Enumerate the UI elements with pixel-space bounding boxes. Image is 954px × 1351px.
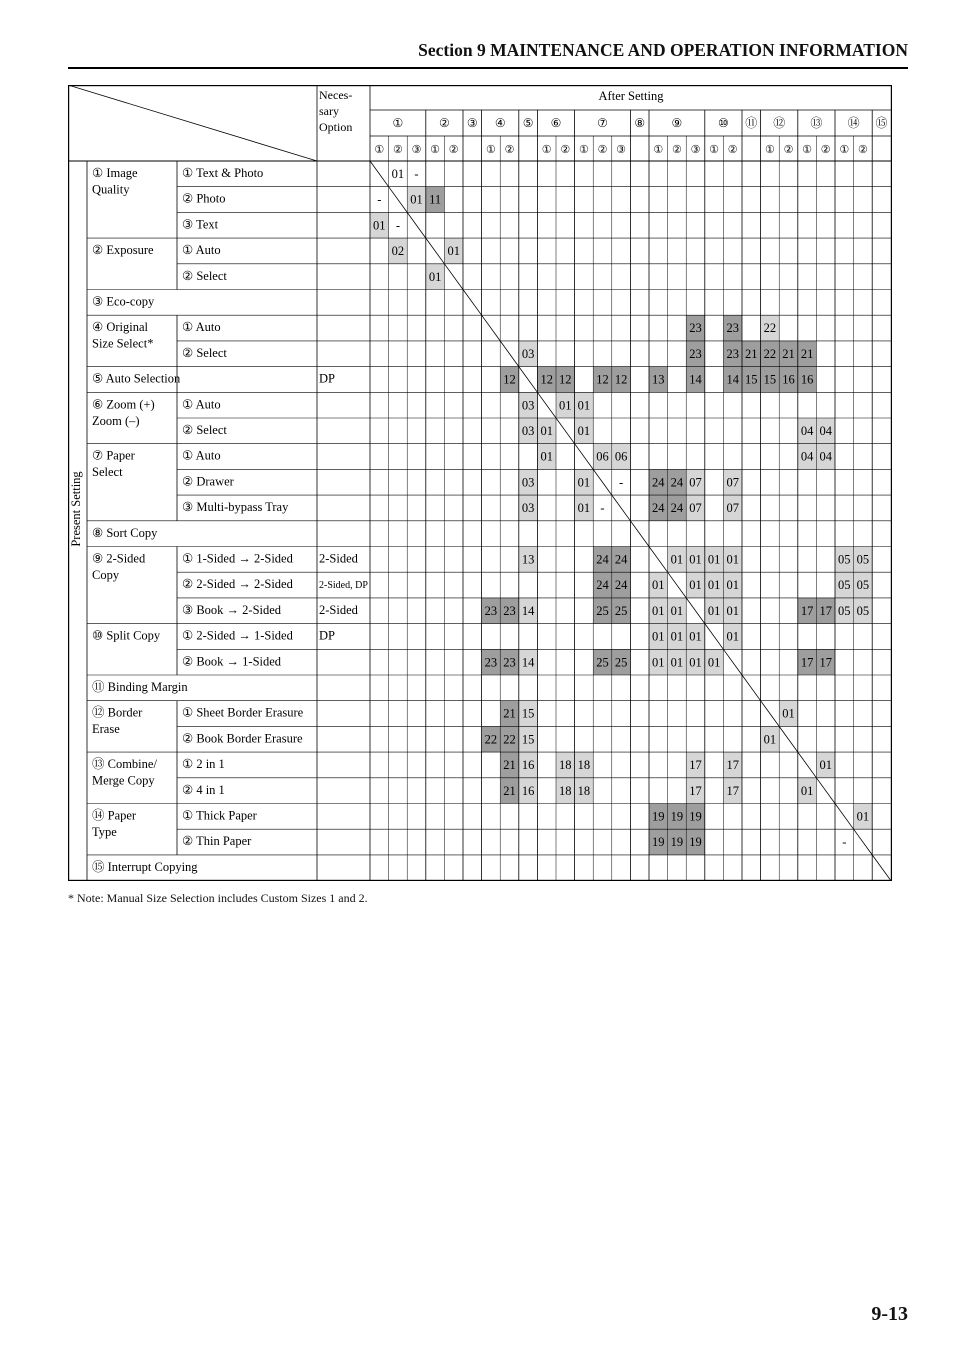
diagonal-mark <box>444 264 463 290</box>
after-setting-sub-label: ① <box>802 144 813 156</box>
row-sub-label: ② Select <box>182 423 227 437</box>
cell-value: 22 <box>503 732 516 747</box>
cell-value: 03 <box>521 346 535 361</box>
cell-value: 14 <box>726 372 739 387</box>
after-setting-sub-label: ① <box>764 144 775 156</box>
cell-value: - <box>619 475 624 490</box>
cell-value: 15 <box>521 732 535 747</box>
cell-value: 19 <box>689 809 702 824</box>
cell-value: 01 <box>540 449 553 464</box>
after-setting-sub-label: ① <box>653 144 664 156</box>
row-group-label: Quality <box>92 182 130 197</box>
after-setting-sub-label: ② <box>727 144 738 156</box>
diagonal-mark <box>630 521 649 547</box>
cell-value: 01 <box>652 629 665 644</box>
cell-value: 07 <box>689 475 702 490</box>
row-sub-label: ② Select <box>182 345 227 360</box>
after-setting-sub-label: ② <box>560 144 571 156</box>
cell-value: 01 <box>819 758 832 773</box>
cell-value: 01 <box>689 552 702 567</box>
after-setting-sub-label: ③ <box>411 144 422 156</box>
cell-value: 07 <box>726 501 739 516</box>
cell-value: 04 <box>819 449 832 464</box>
cell-value: 04 <box>800 424 814 438</box>
row-group-label: ⑮ Interrupt Copying <box>92 859 198 874</box>
row-group-label: Zoom (–) <box>92 413 140 428</box>
after-setting-group-label: ⑩ <box>718 116 729 130</box>
cell-value: 16 <box>521 783 535 798</box>
cell-value: 12 <box>540 372 553 387</box>
after-setting-group-label: ⑧ <box>634 116 646 130</box>
cell-value: 01 <box>577 475 591 490</box>
diagonal-mark <box>686 598 705 624</box>
cell-value: 07 <box>726 475 739 490</box>
diagonal-mark <box>593 469 612 495</box>
diagonal-mark <box>407 212 426 238</box>
cell-value: 15 <box>763 372 777 387</box>
cell-value: 16 <box>800 372 814 387</box>
cell-value: 14 <box>521 655 535 670</box>
corner-diagonal <box>68 85 317 161</box>
after-setting-sub-label: ② <box>597 144 608 156</box>
row-group-label: ⑦ Paper <box>92 448 135 463</box>
row-group-label: ③ Eco-copy <box>92 294 155 309</box>
cell-value: 23 <box>689 346 702 361</box>
cell-value: 01 <box>782 706 795 721</box>
cell-value: 03 <box>521 501 535 516</box>
row-group-label: ⑥ Zoom (+) <box>92 397 155 412</box>
after-setting-group-label: ⑪ <box>745 116 758 130</box>
cell-value: 19 <box>670 809 684 824</box>
row-group-label: ⑤ Auto Selection <box>92 371 181 386</box>
row-group-label: ② Exposure <box>92 243 154 258</box>
cell-value: 03 <box>521 475 535 490</box>
cell-value: 01 <box>763 732 777 747</box>
row-option-value: 2-Sided <box>319 602 358 617</box>
cell-value: - <box>414 167 419 181</box>
cell-value: 01 <box>577 398 591 413</box>
cell-value: 03 <box>521 424 535 438</box>
cell-value: 19 <box>652 835 665 850</box>
cell-value: 01 <box>670 552 684 567</box>
cell-value: 25 <box>614 655 628 670</box>
cell-value: 18 <box>577 783 591 798</box>
row-sub-label: ① 1-Sided → 2-Sided <box>182 551 293 566</box>
row-group-label: Erase <box>92 722 120 737</box>
cell-value: 01 <box>577 501 591 516</box>
cell-value: 17 <box>819 655 832 670</box>
after-setting-sub-label: ② <box>671 144 682 156</box>
cell-value: 01 <box>726 603 739 618</box>
diagonal-mark <box>779 726 798 752</box>
cell-value: 17 <box>689 783 702 798</box>
page-number: 9-13 <box>871 1303 908 1325</box>
diagonal-mark <box>575 444 594 470</box>
cell-value: 12 <box>614 372 628 387</box>
after-setting-group-label: ① <box>392 116 404 130</box>
cell-value: 22 <box>484 732 498 747</box>
diagonal-mark <box>835 804 854 830</box>
after-setting-sub-label: ② <box>857 144 868 156</box>
row-sub-label: ② Photo <box>182 191 226 206</box>
row-option-value: DP <box>319 628 335 643</box>
cell-value: 04 <box>800 449 814 464</box>
cell-value: 15 <box>521 706 535 721</box>
row-group-label: ⑨ 2-Sided <box>92 551 146 566</box>
diagonal-mark <box>389 187 408 213</box>
row-option-value: DP <box>319 371 335 386</box>
cell-value: 24 <box>614 552 628 567</box>
after-setting-sub-label: ① <box>709 144 720 156</box>
row-sub-label: ② 4 in 1 <box>182 782 225 797</box>
row-option-value: 2-Sided, DP <box>319 580 368 592</box>
cell-value: 21 <box>503 758 516 773</box>
row-group-label: ① Image <box>92 166 138 180</box>
row-sub-label: ① Auto <box>182 397 221 412</box>
row-sub-label: ① Auto <box>182 243 221 258</box>
necessary-option-label: Option <box>319 120 353 134</box>
row-group-label: ④ Original <box>92 320 148 335</box>
row-sub-label: ① 2-Sided → 1-Sided <box>182 628 293 643</box>
cell-value: 17 <box>800 603 814 618</box>
row-group-label: ⑫ Border <box>92 705 143 720</box>
cell-value: 18 <box>559 783 572 798</box>
compatibility-table <box>68 85 892 881</box>
diagonal-mark <box>537 392 556 418</box>
cell-value: 22 <box>763 346 777 361</box>
cell-value: 21 <box>782 346 795 361</box>
cell-value: 01 <box>540 424 553 438</box>
cell-value: 01 <box>652 603 665 618</box>
row-group-label: Select <box>92 465 123 480</box>
cell-value: - <box>395 218 400 233</box>
after-setting-sub-label: ② <box>783 144 794 156</box>
after-setting-group-label: ④ <box>494 116 506 130</box>
cell-value: 12 <box>596 372 609 387</box>
cell-value: 15 <box>745 372 758 387</box>
cell-value: 24 <box>652 501 665 516</box>
row-option-value: 2-Sided <box>319 551 358 566</box>
cell-value: 19 <box>689 835 702 850</box>
present-setting-label: Present Setting <box>69 471 83 547</box>
cell-value: - <box>842 835 847 850</box>
row-sub-label: ① Auto <box>182 448 221 463</box>
cell-value: 01 <box>707 603 721 618</box>
diagonal-mark <box>426 238 445 264</box>
after-setting-sub-label: ① <box>578 144 589 156</box>
cell-value: 23 <box>689 321 702 336</box>
diagonal-mark <box>742 675 761 701</box>
cell-value: 21 <box>800 346 814 361</box>
cell-value: 01 <box>670 603 684 618</box>
cell-value: 24 <box>652 475 665 490</box>
after-setting-sub-label: ① <box>485 144 496 156</box>
cell-value: 14 <box>521 603 535 618</box>
after-setting-sub-label: ① <box>374 144 385 156</box>
cell-value: 11 <box>429 192 442 207</box>
diagonal-mark <box>761 701 780 727</box>
row-sub-label: ② Select <box>182 268 227 283</box>
cell-value: 13 <box>521 552 535 567</box>
after-setting-group-label: ⑦ <box>597 116 608 130</box>
after-setting-sub-label: ② <box>448 144 459 156</box>
cell-value: 01 <box>391 167 405 181</box>
cell-value: 01 <box>689 655 702 670</box>
cell-value: 16 <box>782 372 795 387</box>
row-sub-label: ① Thick Paper <box>182 808 257 823</box>
diagonal-mark <box>705 624 724 650</box>
row-sub-label: ② Book Border Erasure <box>182 731 303 746</box>
diagonal-mark <box>482 315 501 341</box>
cell-value: 17 <box>689 758 702 773</box>
cell-value: 02 <box>391 244 405 259</box>
cell-value: 23 <box>726 321 739 336</box>
cell-value: 18 <box>577 758 591 773</box>
cell-value: 01 <box>707 552 721 567</box>
cell-value: 18 <box>559 758 572 773</box>
cell-value: 01 <box>577 424 591 438</box>
row-group-label: ⑬ Combine/ <box>92 757 157 772</box>
diagonal-mark <box>668 572 687 598</box>
row-group-label: ⑧ Sort Copy <box>92 525 158 540</box>
diagonal-mark <box>463 290 482 316</box>
cell-value: 01 <box>428 269 442 284</box>
cell-value: 24 <box>596 578 609 593</box>
cell-value: - <box>600 501 605 516</box>
cell-value: 21 <box>745 346 758 361</box>
diagonal-mark <box>500 341 519 367</box>
after-setting-group-label: ⑫ <box>773 116 786 130</box>
cell-value: 01 <box>707 655 721 670</box>
cell-value: 17 <box>726 783 739 798</box>
cell-value: 06 <box>614 449 628 464</box>
row-sub-label: ② Drawer <box>182 474 234 489</box>
after-setting-group-label: ⑨ <box>671 116 683 130</box>
cell-value: 19 <box>670 835 684 850</box>
diagonal-mark <box>612 495 631 521</box>
cell-value: 01 <box>689 578 702 593</box>
after-setting-label: After Setting <box>598 89 664 103</box>
row-sub-label: ① Sheet Border Erasure <box>182 705 304 720</box>
cell-value: 24 <box>596 552 609 567</box>
cell-value: 01 <box>373 218 386 233</box>
cell-value: 01 <box>652 655 665 670</box>
after-setting-sub-label: ① <box>541 144 552 156</box>
cell-value: 01 <box>689 629 702 644</box>
row-group-label: Merge Copy <box>92 773 155 788</box>
row-sub-label: ② 2-Sided → 2-Sided <box>182 577 293 592</box>
cell-value: 05 <box>838 603 851 618</box>
cell-value: 04 <box>819 424 832 438</box>
row-group-label: Copy <box>92 568 120 582</box>
footnote: * Note: Manual Size Selection includes Custom Sizes 1 and 2. <box>68 891 368 905</box>
cell-value: 19 <box>652 809 665 824</box>
cell-value: 25 <box>596 655 609 670</box>
after-setting-group-label: ⑤ <box>522 116 534 130</box>
cell-value: 01 <box>670 629 684 644</box>
cell-value: 01 <box>726 578 739 593</box>
after-setting-sub-label: ② <box>504 144 515 156</box>
after-setting-group-label: ⑭ <box>847 116 860 130</box>
cell-value: 05 <box>856 578 870 593</box>
cell-value: 25 <box>596 603 609 618</box>
cell-value: 01 <box>559 398 572 413</box>
cell-value: 17 <box>819 603 832 618</box>
row-sub-label: ① Text & Photo <box>182 166 264 180</box>
cell-value: 24 <box>670 475 684 490</box>
diagonal-mark <box>519 367 538 393</box>
necessary-option-label: Neces- <box>319 88 353 102</box>
row-group-label: Size Select* <box>92 336 154 351</box>
diagonal-mark <box>556 418 575 444</box>
cell-value: 01 <box>447 244 460 259</box>
diagonal-mark <box>370 161 389 187</box>
after-setting-sub-label: ③ <box>690 144 701 156</box>
after-setting-group-label: ③ <box>466 116 478 130</box>
cell-value: 21 <box>503 706 516 721</box>
cell-value: 01 <box>856 809 870 824</box>
necessary-option-label: sary <box>319 104 339 118</box>
cell-value: 07 <box>689 501 702 516</box>
row-group-label: ⑪ Binding Margin <box>92 680 188 694</box>
cell-value: 22 <box>763 321 777 336</box>
cell-value: 05 <box>838 552 851 567</box>
cell-value: 25 <box>614 603 628 618</box>
cell-value: 03 <box>521 398 535 413</box>
cell-value: 23 <box>484 603 498 618</box>
after-setting-group-label: ⑮ <box>875 116 888 130</box>
cell-value: 23 <box>726 346 739 361</box>
cell-value: 23 <box>484 655 498 670</box>
diagonal-mark <box>816 778 835 804</box>
row-group-label: ⑩ Split Copy <box>92 628 161 643</box>
row-sub-label: ② Thin Paper <box>182 834 252 849</box>
cell-value: 12 <box>559 372 572 387</box>
cell-value: 01 <box>726 552 739 567</box>
after-setting-group-label: ⑥ <box>550 116 562 130</box>
cell-value: 12 <box>503 372 516 387</box>
cell-value: 13 <box>652 372 665 387</box>
header-rule <box>68 67 908 69</box>
diagonal-mark <box>798 752 817 778</box>
cell-value: 05 <box>856 603 870 618</box>
row-sub-label: ③ Text <box>182 217 219 232</box>
after-setting-sub-label: ③ <box>616 144 627 156</box>
page-title: Section 9 MAINTENANCE AND OPERATION INFORMATION <box>418 40 908 60</box>
row-sub-label: ① 2 in 1 <box>182 757 225 772</box>
after-setting-sub-label: ② <box>392 144 403 156</box>
cell-value: 05 <box>856 552 870 567</box>
cell-value: 01 <box>800 783 814 798</box>
diagonal-mark <box>649 547 668 573</box>
cell-value: - <box>377 192 382 207</box>
cell-value: 23 <box>503 655 516 670</box>
cell-value: 01 <box>652 578 665 593</box>
after-setting-group-label: ② <box>439 116 450 130</box>
after-setting-group-label: ⑬ <box>810 116 823 130</box>
after-setting-sub-label: ① <box>839 144 850 156</box>
row-sub-label: ③ Book → 2-Sided <box>182 602 282 617</box>
cell-value: 16 <box>521 758 535 773</box>
diagonal-mark <box>854 829 873 855</box>
cell-value: 05 <box>838 578 851 593</box>
cell-value: 24 <box>670 501 684 516</box>
diagonal-mark <box>872 855 891 881</box>
cell-value: 14 <box>689 372 702 387</box>
row-sub-label: ② Book → 1-Sided <box>182 654 282 669</box>
cell-value: 17 <box>726 758 739 773</box>
cell-value: 01 <box>726 629 739 644</box>
cell-value: 01 <box>707 578 721 593</box>
row-sub-label: ③ Multi-bypass Tray <box>182 500 289 515</box>
cell-value: 01 <box>410 192 423 207</box>
after-setting-sub-label: ① <box>430 144 441 156</box>
row-sub-label: ① Auto <box>182 320 221 335</box>
cell-value: 24 <box>614 578 628 593</box>
cell-value: 21 <box>503 783 516 798</box>
row-group-label: ⑭ Paper <box>92 808 137 823</box>
cell-value: 01 <box>670 655 684 670</box>
cell-value: 23 <box>503 603 516 618</box>
cell-value: 17 <box>800 655 814 670</box>
diagonal-mark <box>723 649 742 675</box>
row-group-label: Type <box>92 825 117 839</box>
after-setting-sub-label: ② <box>820 144 831 156</box>
cell-value: 06 <box>596 449 609 464</box>
